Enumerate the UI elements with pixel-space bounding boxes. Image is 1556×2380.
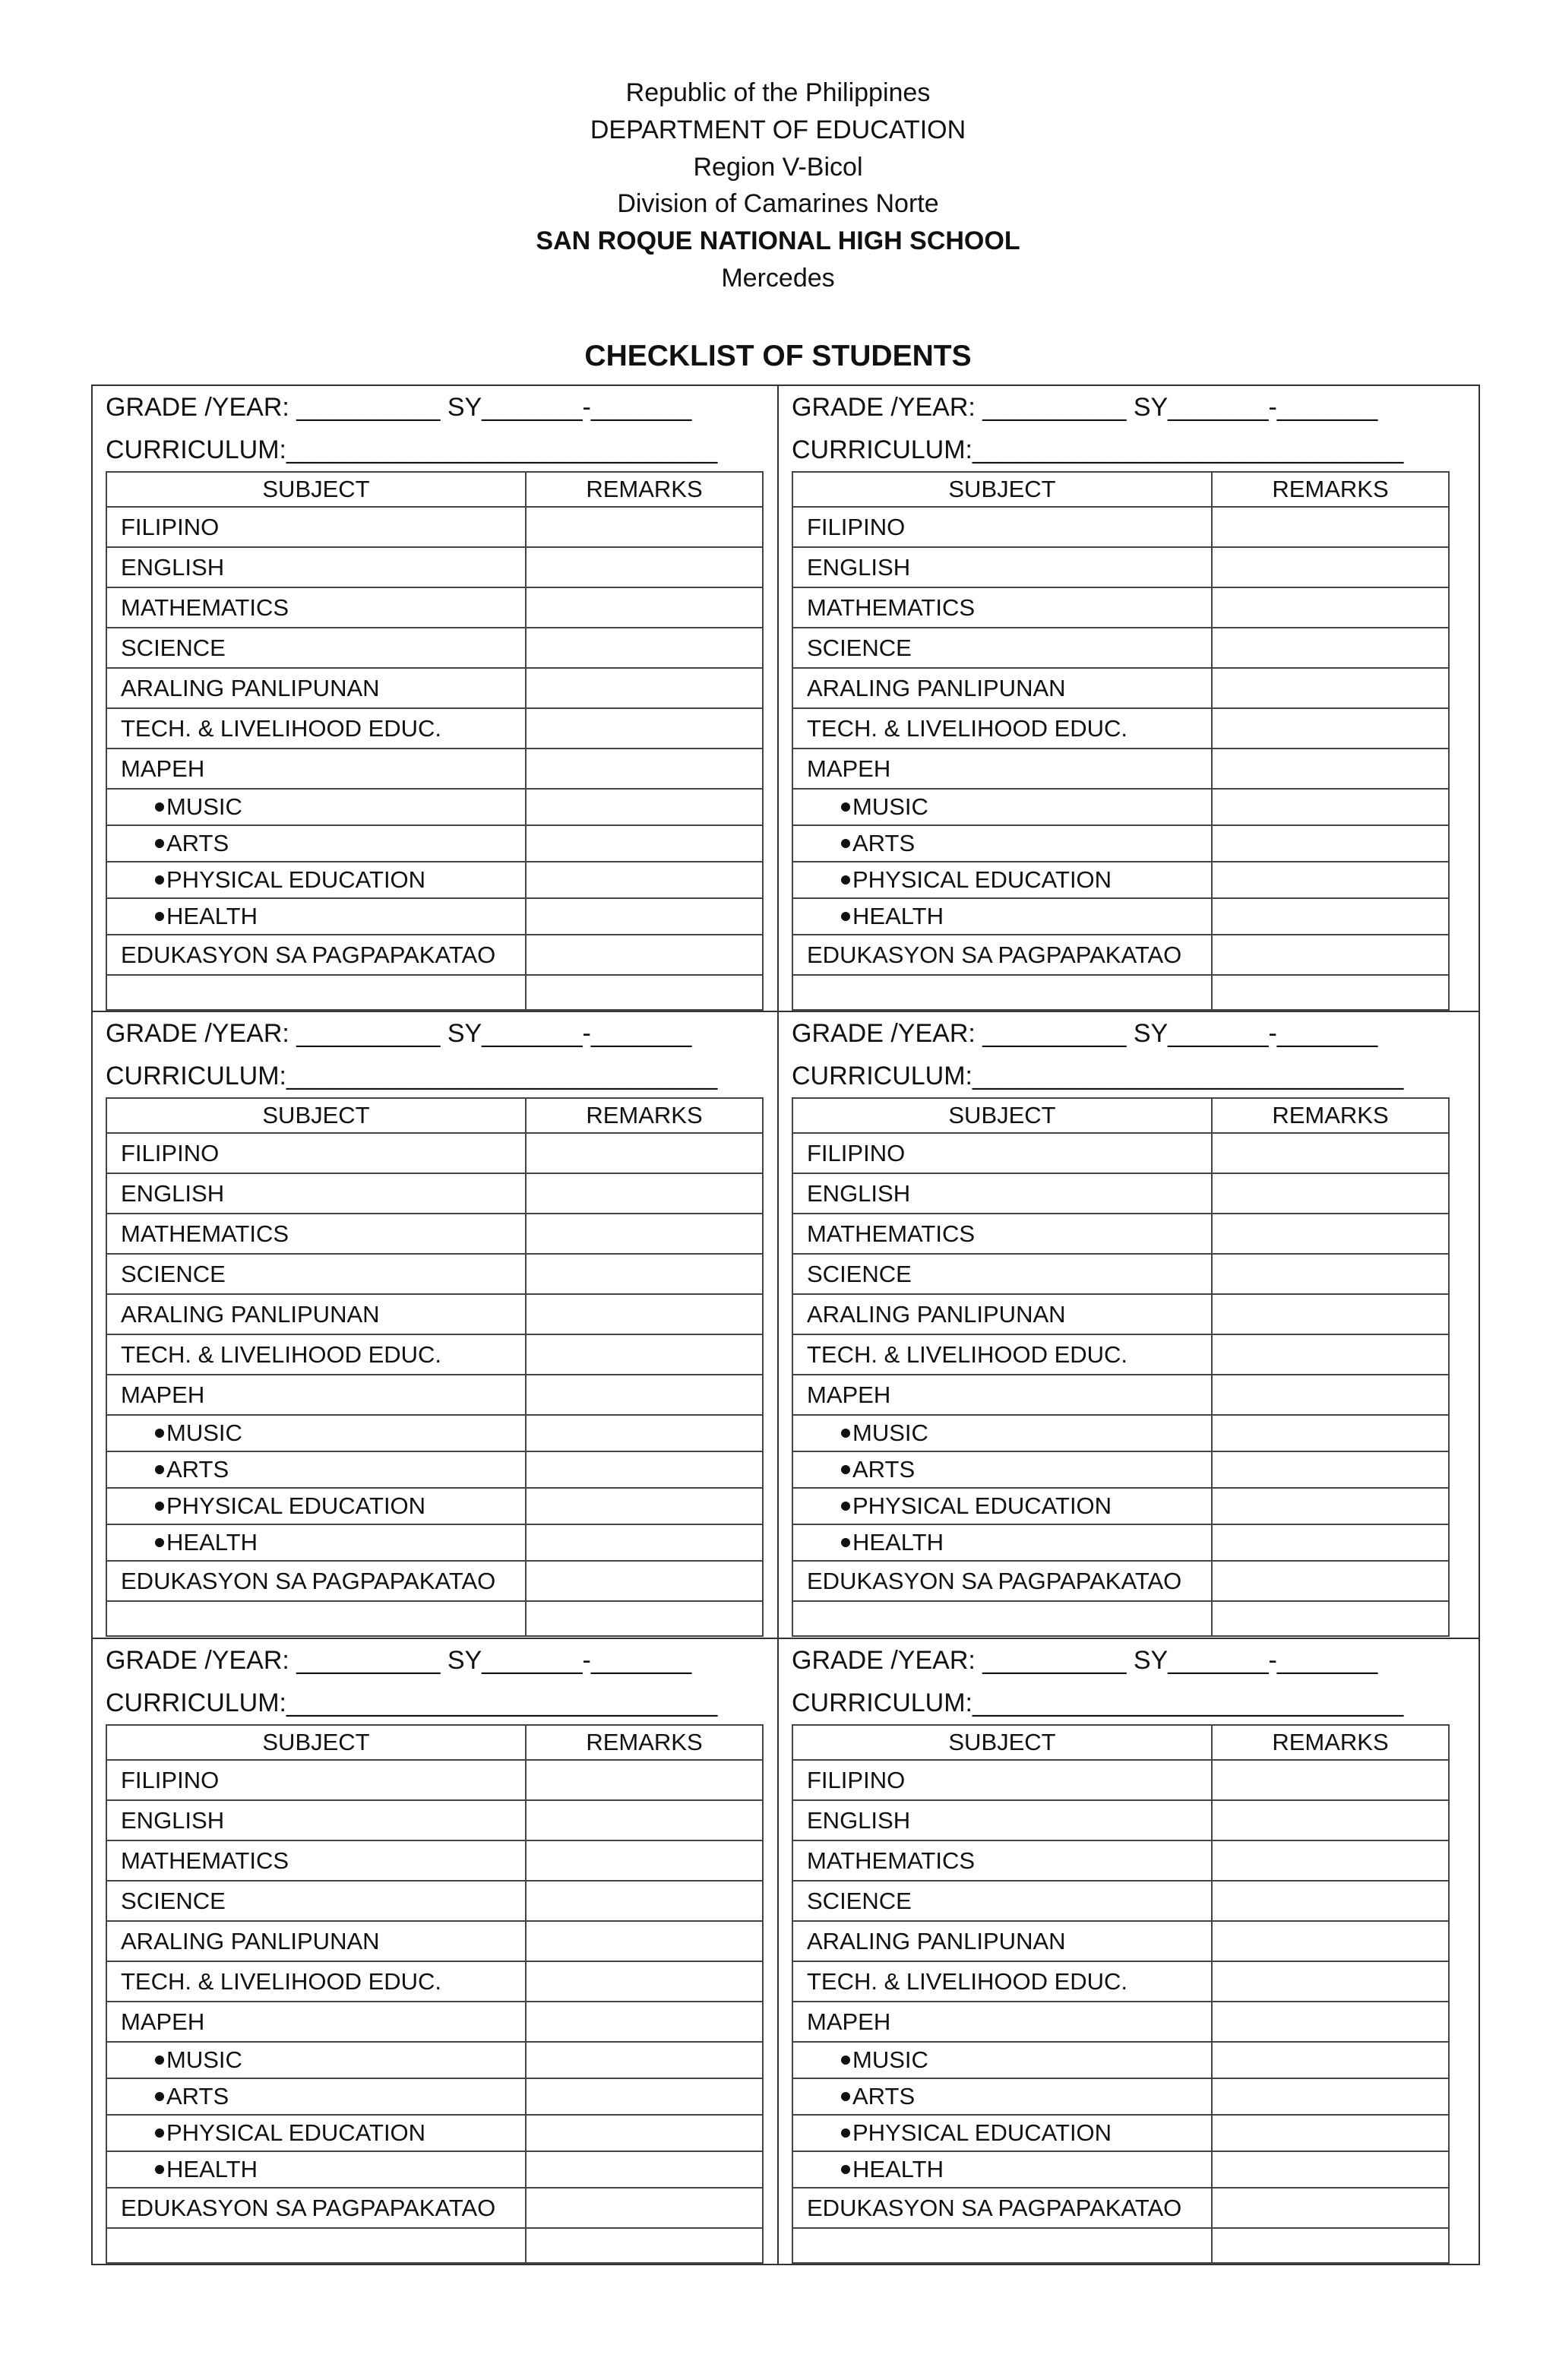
- subject-name: MATHEMATICS: [792, 587, 1212, 628]
- table-header-row: [792, 1725, 1449, 1760]
- remarks-cell[interactable]: [1212, 2151, 1449, 2188]
- table-row: [792, 1840, 1449, 1881]
- remarks-column-header: REMARKS: [526, 1098, 763, 1133]
- table-row: [106, 2002, 763, 2042]
- mapeh-component-name: MUSIC: [106, 2042, 526, 2078]
- subject-name: FILIPINO: [106, 1133, 526, 1173]
- curriculum-field[interactable]: CURRICULUM:______________________________: [792, 1062, 1404, 1090]
- subject-column-header: SUBJECT: [792, 472, 1212, 507]
- remarks-cell[interactable]: [1212, 975, 1449, 1010]
- table-row: [106, 547, 763, 587]
- table-row: [792, 587, 1449, 628]
- mapeh-component-name: PHYSICAL EDUCATION: [792, 2115, 1212, 2151]
- remarks-cell[interactable]: [526, 975, 763, 1010]
- table-row: [792, 2188, 1449, 2228]
- remarks-cell[interactable]: [526, 2042, 763, 2078]
- remarks-cell[interactable]: [1212, 1254, 1449, 1294]
- remarks-cell[interactable]: [1212, 825, 1449, 862]
- table-row: [792, 2002, 1449, 2042]
- subject-name: EDUKASYON SA PAGPAPAKATAO: [792, 935, 1212, 975]
- subject-name: TECH. & LIVELIHOOD EDUC.: [792, 708, 1212, 748]
- table-row: [106, 2151, 763, 2188]
- table-row: [106, 1561, 763, 1601]
- subject-name: ARALING PANLIPUNAN: [106, 1294, 526, 1334]
- remarks-cell[interactable]: [1212, 1881, 1449, 1921]
- remarks-cell[interactable]: [526, 2151, 763, 2188]
- remarks-cell[interactable]: [1212, 1800, 1449, 1840]
- blank-table-row: [106, 2228, 763, 2263]
- table-row: [792, 1800, 1449, 1840]
- remarks-cell[interactable]: [526, 1561, 763, 1601]
- subject-name: ARALING PANLIPUNAN: [106, 668, 526, 708]
- blank-table-row: [106, 1601, 763, 1636]
- subject-name: FILIPINO: [106, 1760, 526, 1800]
- grade-year-sy-field[interactable]: GRADE /YEAR: __________ SY_______-_______: [106, 393, 692, 422]
- table-row: [792, 1415, 1449, 1451]
- subject-name: TECH. & LIVELIHOOD EDUC.: [106, 1334, 526, 1375]
- remarks-cell[interactable]: [526, 1760, 763, 1800]
- remarks-cell[interactable]: [526, 1800, 763, 1840]
- subject-name: MATHEMATICS: [106, 587, 526, 628]
- table-row: [792, 708, 1449, 748]
- subject-name: ARALING PANLIPUNAN: [792, 668, 1212, 708]
- mapeh-component-name: ARTS: [792, 2078, 1212, 2115]
- table-row: [106, 789, 763, 825]
- table-row: [792, 2151, 1449, 2188]
- table-header-row: [106, 1098, 763, 1133]
- table-row: [106, 935, 763, 975]
- subject-name: TECH. & LIVELIHOOD EDUC.: [792, 1334, 1212, 1375]
- table-row: [106, 1334, 763, 1375]
- subject-column-header: SUBJECT: [106, 472, 526, 507]
- checklist-panel-5: [91, 1638, 775, 2264]
- grade-year-sy-field[interactable]: GRADE /YEAR: __________ SY_______-_______: [792, 393, 1378, 422]
- remarks-cell[interactable]: [1212, 1214, 1449, 1254]
- table-row: [106, 1173, 763, 1214]
- blank-subject-cell[interactable]: [106, 975, 526, 1010]
- curriculum-field[interactable]: CURRICULUM:______________________________: [106, 1062, 718, 1090]
- mapeh-component-name: MUSIC: [106, 789, 526, 825]
- remarks-cell[interactable]: [1212, 708, 1449, 748]
- remarks-cell[interactable]: [526, 789, 763, 825]
- mapeh-component-name: HEALTH: [792, 2151, 1212, 2188]
- remarks-cell[interactable]: [1212, 2042, 1449, 2078]
- remarks-cell[interactable]: [526, 748, 763, 789]
- subject-name: ENGLISH: [106, 1800, 526, 1840]
- table-header-row: [792, 1098, 1449, 1133]
- subject-table: [106, 1724, 764, 2264]
- grade-year-sy-field[interactable]: GRADE /YEAR: __________ SY_______-_______: [106, 1646, 692, 1675]
- remarks-cell[interactable]: [526, 1488, 763, 1524]
- remarks-cell[interactable]: [526, 1524, 763, 1561]
- mapeh-component-name: PHYSICAL EDUCATION: [792, 1488, 1212, 1524]
- header-department: DEPARTMENT OF EDUCATION: [590, 115, 966, 144]
- table-row: [106, 587, 763, 628]
- remarks-cell[interactable]: [526, 1415, 763, 1451]
- mapeh-component-name: ARTS: [792, 825, 1212, 862]
- remarks-cell[interactable]: [526, 862, 763, 898]
- remarks-cell[interactable]: [526, 1840, 763, 1881]
- remarks-cell[interactable]: [1212, 507, 1449, 547]
- subject-column-header: SUBJECT: [792, 1098, 1212, 1133]
- table-row: [792, 547, 1449, 587]
- subject-name: SCIENCE: [792, 628, 1212, 668]
- subject-name: MAPEH: [792, 748, 1212, 789]
- document-header: [0, 74, 1556, 297]
- remarks-cell[interactable]: [526, 2115, 763, 2151]
- table-row: [106, 1961, 763, 2002]
- table-header-row: [792, 472, 1449, 507]
- remarks-cell[interactable]: [1212, 935, 1449, 975]
- subject-name: MAPEH: [792, 2002, 1212, 2042]
- subject-name: ARALING PANLIPUNAN: [106, 1921, 526, 1961]
- table-row: [106, 862, 763, 898]
- table-row: [792, 1488, 1449, 1524]
- remarks-column-header: REMARKS: [1212, 472, 1449, 507]
- mapeh-component-name: ARTS: [106, 1451, 526, 1488]
- table-row: [792, 1760, 1449, 1800]
- table-row: [792, 1451, 1449, 1488]
- subject-name: TECH. & LIVELIHOOD EDUC.: [792, 1961, 1212, 2002]
- remarks-column-header: REMARKS: [526, 472, 763, 507]
- subject-name: ENGLISH: [106, 1173, 526, 1214]
- remarks-cell[interactable]: [1212, 2188, 1449, 2228]
- mapeh-component-name: ARTS: [106, 825, 526, 862]
- remarks-cell[interactable]: [1212, 789, 1449, 825]
- remarks-cell[interactable]: [526, 547, 763, 587]
- remarks-cell[interactable]: [526, 1451, 763, 1488]
- table-row: [792, 1294, 1449, 1334]
- remarks-cell[interactable]: [526, 2002, 763, 2042]
- subject-name: MATHEMATICS: [106, 1840, 526, 1881]
- table-row: [792, 628, 1449, 668]
- subject-table: [106, 1097, 764, 1637]
- remarks-cell[interactable]: [1212, 1415, 1449, 1451]
- remarks-cell[interactable]: [526, 1601, 763, 1636]
- table-row: [106, 628, 763, 668]
- remarks-cell[interactable]: [1212, 1334, 1449, 1375]
- header-republic: Republic of the Philippines: [625, 78, 931, 107]
- checklist-panel-6: [777, 1638, 1461, 2264]
- checklist-panel-1: [91, 385, 775, 1011]
- table-row: [106, 668, 763, 708]
- subject-name: ENGLISH: [792, 1800, 1212, 1840]
- blank-subject-cell[interactable]: [106, 2228, 526, 2263]
- table-row: [106, 2042, 763, 2078]
- subject-name: TECH. & LIVELIHOOD EDUC.: [106, 1961, 526, 2002]
- table-row: [106, 1375, 763, 1415]
- subject-name: FILIPINO: [106, 507, 526, 547]
- subject-name: MAPEH: [792, 1375, 1212, 1415]
- blank-table-row: [792, 1601, 1449, 1636]
- mapeh-component-name: PHYSICAL EDUCATION: [792, 862, 1212, 898]
- remarks-cell[interactable]: [1212, 1451, 1449, 1488]
- table-row: [792, 1561, 1449, 1601]
- mapeh-component-name: HEALTH: [106, 1524, 526, 1561]
- table-row: [106, 1254, 763, 1294]
- grade-year-sy-field[interactable]: GRADE /YEAR: __________ SY_______-_______: [106, 1019, 692, 1048]
- subject-column-header: SUBJECT: [106, 1098, 526, 1133]
- table-row: [792, 748, 1449, 789]
- subject-name: ENGLISH: [792, 547, 1212, 587]
- table-row: [106, 2188, 763, 2228]
- subject-name: ENGLISH: [106, 547, 526, 587]
- subject-name: MAPEH: [106, 2002, 526, 2042]
- table-row: [106, 1451, 763, 1488]
- table-row: [792, 825, 1449, 862]
- table-row: [792, 507, 1449, 547]
- mapeh-component-name: HEALTH: [792, 898, 1212, 935]
- remarks-cell[interactable]: [1212, 587, 1449, 628]
- remarks-cell[interactable]: [526, 1881, 763, 1921]
- remarks-cell[interactable]: [1212, 1488, 1449, 1524]
- subject-name: SCIENCE: [792, 1254, 1212, 1294]
- curriculum-field[interactable]: CURRICULUM:______________________________: [106, 1688, 718, 1717]
- remarks-cell[interactable]: [526, 1334, 763, 1375]
- header-division: Division of Camarines Norte: [617, 189, 939, 219]
- remarks-cell[interactable]: [526, 935, 763, 975]
- remarks-cell[interactable]: [1212, 1601, 1449, 1636]
- subject-name: EDUKASYON SA PAGPAPAKATAO: [106, 2188, 526, 2228]
- table-row: [106, 507, 763, 547]
- table-row: [792, 1524, 1449, 1561]
- table-row: [106, 1415, 763, 1451]
- remarks-cell[interactable]: [1212, 2078, 1449, 2115]
- grade-year-sy-field[interactable]: GRADE /YEAR: __________ SY_______-_______: [792, 1019, 1378, 1048]
- mapeh-component-name: ARTS: [106, 2078, 526, 2115]
- table-row: [792, 1214, 1449, 1254]
- subject-name: FILIPINO: [792, 507, 1212, 547]
- table-row: [106, 748, 763, 789]
- blank-subject-cell[interactable]: [106, 1601, 526, 1636]
- header-region: Region V-Bicol: [693, 152, 863, 182]
- mapeh-component-name: ARTS: [792, 1451, 1212, 1488]
- remarks-cell[interactable]: [526, 1921, 763, 1961]
- remarks-cell[interactable]: [1212, 1294, 1449, 1334]
- subject-table: [106, 471, 764, 1011]
- remarks-cell[interactable]: [526, 898, 763, 935]
- remarks-cell[interactable]: [1212, 1961, 1449, 2002]
- checklist-panel-2: [777, 385, 1461, 1011]
- subject-name: MATHEMATICS: [792, 1214, 1212, 1254]
- mapeh-component-name: PHYSICAL EDUCATION: [106, 1488, 526, 1524]
- remarks-cell[interactable]: [526, 587, 763, 628]
- subject-name: MATHEMATICS: [106, 1214, 526, 1254]
- subject-name: EDUKASYON SA PAGPAPAKATAO: [792, 1561, 1212, 1601]
- remarks-cell[interactable]: [526, 2078, 763, 2115]
- remarks-cell[interactable]: [526, 1133, 763, 1173]
- subject-name: ENGLISH: [792, 1173, 1212, 1214]
- blank-table-row: [792, 2228, 1449, 2263]
- table-row: [106, 1921, 763, 1961]
- remarks-cell[interactable]: [1212, 748, 1449, 789]
- remarks-cell[interactable]: [1212, 862, 1449, 898]
- table-row: [106, 1760, 763, 1800]
- subject-name: TECH. & LIVELIHOOD EDUC.: [106, 708, 526, 748]
- table-row: [792, 1334, 1449, 1375]
- subject-name: ARALING PANLIPUNAN: [792, 1921, 1212, 1961]
- subject-name: MAPEH: [106, 748, 526, 789]
- remarks-cell[interactable]: [526, 1294, 763, 1334]
- remarks-cell[interactable]: [1212, 1375, 1449, 1415]
- subject-name: SCIENCE: [106, 628, 526, 668]
- subject-name: SCIENCE: [106, 1881, 526, 1921]
- remarks-column-header: REMARKS: [526, 1725, 763, 1760]
- table-row: [106, 708, 763, 748]
- table-row: [792, 862, 1449, 898]
- remarks-cell[interactable]: [526, 507, 763, 547]
- table-row: [106, 2078, 763, 2115]
- remarks-cell[interactable]: [526, 628, 763, 668]
- table-row: [792, 668, 1449, 708]
- table-row: [792, 1133, 1449, 1173]
- remarks-cell[interactable]: [1212, 668, 1449, 708]
- checklist-panel-4: [777, 1011, 1461, 1638]
- remarks-cell[interactable]: [1212, 628, 1449, 668]
- mapeh-component-name: MUSIC: [106, 1415, 526, 1451]
- table-row: [106, 1488, 763, 1524]
- table-row: [106, 1524, 763, 1561]
- table-row: [792, 935, 1449, 975]
- curriculum-field[interactable]: CURRICULUM:______________________________: [106, 435, 718, 464]
- subject-name: FILIPINO: [792, 1760, 1212, 1800]
- blank-subject-cell[interactable]: [792, 975, 1212, 1010]
- remarks-cell[interactable]: [1212, 2002, 1449, 2042]
- table-row: [792, 1921, 1449, 1961]
- table-row: [792, 2042, 1449, 2078]
- mapeh-component-name: MUSIC: [792, 2042, 1212, 2078]
- remarks-cell[interactable]: [526, 668, 763, 708]
- remarks-cell[interactable]: [1212, 547, 1449, 587]
- table-row: [106, 2115, 763, 2151]
- subject-column-header: SUBJECT: [792, 1725, 1212, 1760]
- table-row: [792, 2115, 1449, 2151]
- blank-subject-cell[interactable]: [792, 1601, 1212, 1636]
- mapeh-component-name: PHYSICAL EDUCATION: [106, 2115, 526, 2151]
- remarks-cell[interactable]: [1212, 1173, 1449, 1214]
- table-row: [106, 1881, 763, 1921]
- remarks-cell[interactable]: [1212, 1524, 1449, 1561]
- subject-name: EDUKASYON SA PAGPAPAKATAO: [106, 935, 526, 975]
- document-title: CHECKLIST OF STUDENTS: [584, 340, 972, 372]
- subject-table: [792, 1724, 1450, 2264]
- remarks-cell[interactable]: [526, 1214, 763, 1254]
- blank-table-row: [106, 975, 763, 1010]
- subject-table: [792, 1097, 1450, 1637]
- remarks-cell[interactable]: [1212, 1561, 1449, 1601]
- table-row: [792, 1254, 1449, 1294]
- blank-table-row: [792, 975, 1449, 1010]
- subject-name: EDUKASYON SA PAGPAPAKATAO: [106, 1561, 526, 1601]
- table-header-row: [106, 472, 763, 507]
- remarks-cell[interactable]: [1212, 1921, 1449, 1961]
- table-row: [106, 1133, 763, 1173]
- grade-year-sy-field[interactable]: GRADE /YEAR: __________ SY_______-_______: [792, 1646, 1378, 1675]
- subject-name: SCIENCE: [106, 1254, 526, 1294]
- subject-name: FILIPINO: [792, 1133, 1212, 1173]
- table-row: [792, 898, 1449, 935]
- mapeh-component-name: HEALTH: [106, 898, 526, 935]
- table-row: [106, 825, 763, 862]
- header-school-name: SAN ROQUE NATIONAL HIGH SCHOOL: [536, 226, 1020, 256]
- remarks-cell[interactable]: [526, 1961, 763, 2002]
- remarks-cell[interactable]: [526, 708, 763, 748]
- remarks-cell[interactable]: [526, 2228, 763, 2263]
- mapeh-component-name: HEALTH: [792, 1524, 1212, 1561]
- remarks-cell[interactable]: [1212, 1760, 1449, 1800]
- blank-subject-cell[interactable]: [792, 2228, 1212, 2263]
- remarks-cell[interactable]: [526, 1375, 763, 1415]
- mapeh-component-name: MUSIC: [792, 789, 1212, 825]
- subject-name: MAPEH: [106, 1375, 526, 1415]
- remarks-cell[interactable]: [526, 1254, 763, 1294]
- table-row: [106, 1840, 763, 1881]
- subject-name: MATHEMATICS: [792, 1840, 1212, 1881]
- mapeh-component-name: HEALTH: [106, 2151, 526, 2188]
- mapeh-component-name: MUSIC: [792, 1415, 1212, 1451]
- table-row: [792, 2078, 1449, 2115]
- subject-table: [792, 471, 1450, 1011]
- table-row: [792, 1881, 1449, 1921]
- remarks-cell[interactable]: [526, 1173, 763, 1214]
- remarks-cell[interactable]: [1212, 2115, 1449, 2151]
- table-row: [792, 1173, 1449, 1214]
- remarks-cell[interactable]: [1212, 1840, 1449, 1881]
- table-row: [106, 1294, 763, 1334]
- table-row: [106, 1800, 763, 1840]
- table-header-row: [106, 1725, 763, 1760]
- header-town: Mercedes: [721, 263, 835, 293]
- remarks-column-header: REMARKS: [1212, 1725, 1449, 1760]
- remarks-cell[interactable]: [1212, 2228, 1449, 2263]
- subject-column-header: SUBJECT: [106, 1725, 526, 1760]
- table-row: [792, 1375, 1449, 1415]
- subject-name: EDUKASYON SA PAGPAPAKATAO: [792, 2188, 1212, 2228]
- subject-name: ARALING PANLIPUNAN: [792, 1294, 1212, 1334]
- table-row: [792, 1961, 1449, 2002]
- remarks-cell[interactable]: [526, 2188, 763, 2228]
- table-row: [792, 789, 1449, 825]
- table-row: [106, 898, 763, 935]
- remarks-cell[interactable]: [1212, 1133, 1449, 1173]
- subject-name: SCIENCE: [792, 1881, 1212, 1921]
- remarks-cell[interactable]: [1212, 898, 1449, 935]
- remarks-cell[interactable]: [526, 825, 763, 862]
- curriculum-field[interactable]: CURRICULUM:______________________________: [792, 435, 1404, 464]
- curriculum-field[interactable]: CURRICULUM:______________________________: [792, 1688, 1404, 1717]
- table-row: [106, 1214, 763, 1254]
- checklist-panel-3: [91, 1011, 775, 1638]
- mapeh-component-name: PHYSICAL EDUCATION: [106, 862, 526, 898]
- remarks-column-header: REMARKS: [1212, 1098, 1449, 1133]
